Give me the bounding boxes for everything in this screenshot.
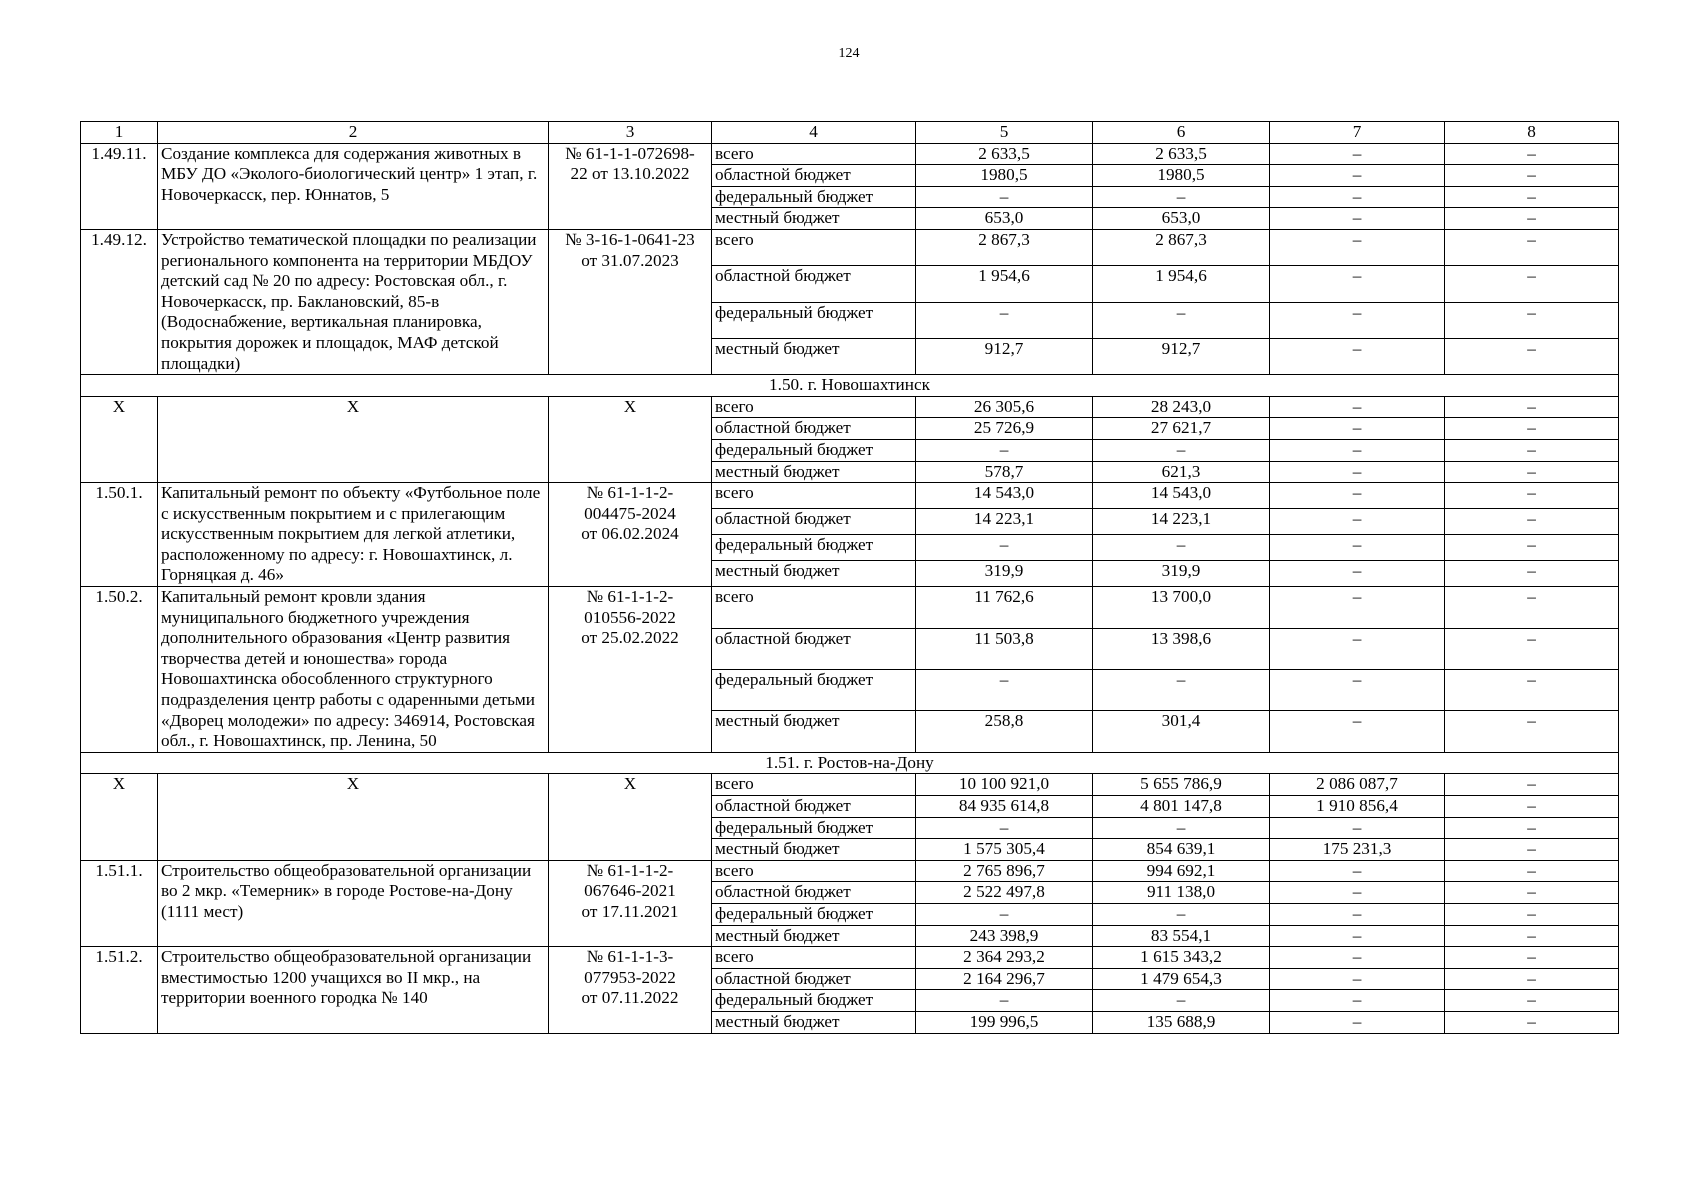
- value-col-5: –: [916, 669, 1093, 710]
- value-col-6: 1 615 343,2: [1093, 947, 1270, 969]
- value-col-5: 1 954,6: [916, 266, 1093, 302]
- value-col-7: –: [1270, 669, 1445, 710]
- value-col-8: –: [1445, 628, 1619, 669]
- item-number: 1.51.2.: [81, 947, 158, 1033]
- item-number: X: [81, 774, 158, 860]
- value-col-7: –: [1270, 165, 1445, 187]
- item-description: Строительство общеобразовательной организации во 2 мкр. «Темерник» в городе Ростове-на-Дону (1111 мест): [158, 860, 549, 946]
- value-col-7: –: [1270, 561, 1445, 587]
- table-row: [81, 229, 1619, 265]
- document-number: [549, 587, 712, 753]
- value-col-5: 258,8: [916, 711, 1093, 752]
- value-col-7: –: [1270, 143, 1445, 165]
- value-col-7: –: [1270, 439, 1445, 461]
- budget-type: областной бюджет: [712, 882, 916, 904]
- value-col-7: –: [1270, 418, 1445, 440]
- value-col-8: –: [1445, 266, 1619, 302]
- value-col-7: –: [1270, 968, 1445, 990]
- item-number: 1.50.2.: [81, 587, 158, 753]
- value-col-7: –: [1270, 860, 1445, 882]
- value-col-7: –: [1270, 302, 1445, 338]
- section-row: [81, 752, 1619, 774]
- value-col-7: –: [1270, 229, 1445, 265]
- value-col-5: 653,0: [916, 208, 1093, 230]
- value-col-5: –: [916, 990, 1093, 1012]
- budget-type: местный бюджет: [712, 1011, 916, 1033]
- budget-type: местный бюджет: [712, 711, 916, 752]
- value-col-8: –: [1445, 774, 1619, 796]
- table-row: [81, 774, 1619, 796]
- budget-type: областной бюджет: [712, 509, 916, 535]
- value-col-8: –: [1445, 338, 1619, 374]
- value-col-6: 14 543,0: [1093, 483, 1270, 509]
- document-line: 010556-2022: [584, 607, 676, 627]
- value-col-7: –: [1270, 990, 1445, 1012]
- value-col-6: –: [1093, 990, 1270, 1012]
- budget-type: федеральный бюджет: [712, 903, 916, 925]
- value-col-5: –: [916, 302, 1093, 338]
- budget-type: местный бюджет: [712, 338, 916, 374]
- value-col-6: 4 801 147,8: [1093, 796, 1270, 818]
- section-title: 1.51. г. Ростов-на-Дону: [81, 752, 1619, 774]
- document-line: 077953-2022: [584, 967, 676, 987]
- value-col-7: –: [1270, 396, 1445, 418]
- section-title: 1.50. г. Новошахтинск: [81, 375, 1619, 397]
- value-col-8: –: [1445, 186, 1619, 208]
- budget-type: местный бюджет: [712, 461, 916, 483]
- value-col-8: –: [1445, 817, 1619, 839]
- value-col-6: 83 554,1: [1093, 925, 1270, 947]
- value-col-6: 1 954,6: [1093, 266, 1270, 302]
- value-col-7: –: [1270, 925, 1445, 947]
- value-col-8: –: [1445, 882, 1619, 904]
- document-line: от 31.07.2023: [581, 250, 679, 270]
- budget-type: федеральный бюджет: [712, 817, 916, 839]
- column-header-4: 4: [712, 122, 916, 144]
- value-col-6: 1980,5: [1093, 165, 1270, 187]
- value-col-6: 13 700,0: [1093, 587, 1270, 628]
- value-col-6: 319,9: [1093, 561, 1270, 587]
- budget-type: федеральный бюджет: [712, 990, 916, 1012]
- value-col-5: –: [916, 439, 1093, 461]
- value-col-7: –: [1270, 483, 1445, 509]
- item-number: 1.49.11.: [81, 143, 158, 229]
- value-col-6: –: [1093, 535, 1270, 561]
- budget-type: областной бюджет: [712, 796, 916, 818]
- column-header-5: 5: [916, 122, 1093, 144]
- value-col-5: 14 543,0: [916, 483, 1093, 509]
- document-line: 004475-2024: [584, 503, 676, 523]
- value-col-7: –: [1270, 903, 1445, 925]
- table-row: [81, 396, 1619, 418]
- value-col-7: –: [1270, 1011, 1445, 1033]
- item-description: Капитальный ремонт кровли здания муниципального бюджетного учреждения дополнительного образования «Центр развития творчества детей и юношества» города Новошахтинска обособленного структурного подразделения центр работы с одаренными детьми «Дворец молодежи» по адресу: 346914, Ростовская обл., г. Новошахтинск, пр. Ленина, 50: [158, 587, 549, 753]
- value-col-7: 2 086 087,7: [1270, 774, 1445, 796]
- value-col-8: –: [1445, 587, 1619, 628]
- value-col-8: –: [1445, 535, 1619, 561]
- value-col-5: 14 223,1: [916, 509, 1093, 535]
- column-header-7: 7: [1270, 122, 1445, 144]
- value-col-6: 621,3: [1093, 461, 1270, 483]
- value-col-7: –: [1270, 186, 1445, 208]
- value-col-8: –: [1445, 711, 1619, 752]
- value-col-7: –: [1270, 509, 1445, 535]
- value-col-8: –: [1445, 860, 1619, 882]
- value-col-6: 13 398,6: [1093, 628, 1270, 669]
- budget-type: местный бюджет: [712, 208, 916, 230]
- value-col-6: –: [1093, 439, 1270, 461]
- value-col-7: –: [1270, 628, 1445, 669]
- budget-type: областной бюджет: [712, 628, 916, 669]
- section-row: [81, 375, 1619, 397]
- column-header-3: 3: [549, 122, 712, 144]
- value-col-6: 301,4: [1093, 711, 1270, 752]
- document-line: № 3-16-1-0641-23: [565, 229, 695, 249]
- value-col-6: 5 655 786,9: [1093, 774, 1270, 796]
- value-col-6: 27 621,7: [1093, 418, 1270, 440]
- value-col-5: 243 398,9: [916, 925, 1093, 947]
- value-col-8: –: [1445, 418, 1619, 440]
- value-col-6: –: [1093, 186, 1270, 208]
- value-col-6: 135 688,9: [1093, 1011, 1270, 1033]
- value-col-7: –: [1270, 461, 1445, 483]
- item-description: X: [158, 396, 549, 482]
- value-col-8: –: [1445, 461, 1619, 483]
- value-col-7: –: [1270, 947, 1445, 969]
- document-number: [549, 143, 712, 229]
- header-row: [81, 122, 1619, 144]
- value-col-5: –: [916, 817, 1093, 839]
- value-col-8: –: [1445, 669, 1619, 710]
- column-header-2: 2: [158, 122, 549, 144]
- document-line: от 06.02.2024: [581, 524, 679, 544]
- document-line: № 61-1-1-2-: [586, 587, 674, 607]
- budget-type: всего: [712, 396, 916, 418]
- document-line: № 61-1-1-072698-: [565, 143, 695, 163]
- budget-type: всего: [712, 947, 916, 969]
- budget-type: федеральный бюджет: [712, 186, 916, 208]
- value-col-6: –: [1093, 903, 1270, 925]
- budget-type: всего: [712, 483, 916, 509]
- budget-type: всего: [712, 587, 916, 628]
- budget-type: всего: [712, 143, 916, 165]
- item-description: Создание комплекса для содержания животных в МБУ ДО «Эколого-биологический центр» 1 этап, г. Новочеркасск, пер. Юннатов, 5: [158, 143, 549, 229]
- column-header-8: 8: [1445, 122, 1619, 144]
- value-col-6: –: [1093, 302, 1270, 338]
- value-col-5: 2 364 293,2: [916, 947, 1093, 969]
- value-col-5: 319,9: [916, 561, 1093, 587]
- table-row: [81, 860, 1619, 882]
- item-description: Строительство общеобразовательной организации вместимостью 1200 учащихся во II мкр., на территории военного городка № 140: [158, 947, 549, 1033]
- value-col-5: 578,7: [916, 461, 1093, 483]
- value-col-7: 1 910 856,4: [1270, 796, 1445, 818]
- value-col-7: –: [1270, 711, 1445, 752]
- value-col-5: 11 503,8: [916, 628, 1093, 669]
- value-col-6: 14 223,1: [1093, 509, 1270, 535]
- document-line: 22 от 13.10.2022: [570, 164, 690, 184]
- item-number: 1.50.1.: [81, 483, 158, 587]
- document-line: № 61-1-1-2-: [586, 483, 674, 503]
- budget-type: областной бюджет: [712, 418, 916, 440]
- value-col-6: –: [1093, 669, 1270, 710]
- value-col-7: –: [1270, 208, 1445, 230]
- document-line: от 25.02.2022: [581, 628, 679, 648]
- table-row: [81, 143, 1619, 165]
- table-body: [81, 122, 1619, 1034]
- value-col-5: 25 726,9: [916, 418, 1093, 440]
- value-col-7: –: [1270, 587, 1445, 628]
- value-col-8: –: [1445, 947, 1619, 969]
- value-col-8: –: [1445, 165, 1619, 187]
- value-col-6: 28 243,0: [1093, 396, 1270, 418]
- value-col-7: –: [1270, 338, 1445, 374]
- value-col-8: –: [1445, 796, 1619, 818]
- value-col-6: 994 692,1: [1093, 860, 1270, 882]
- item-number: 1.49.12.: [81, 229, 158, 374]
- value-col-5: 2 867,3: [916, 229, 1093, 265]
- value-col-5: 1980,5: [916, 165, 1093, 187]
- value-col-6: 1 479 654,3: [1093, 968, 1270, 990]
- document-line: X: [623, 774, 637, 794]
- value-col-7: –: [1270, 817, 1445, 839]
- column-header-6: 6: [1093, 122, 1270, 144]
- value-col-5: 2 164 296,7: [916, 968, 1093, 990]
- budget-type: всего: [712, 229, 916, 265]
- value-col-8: –: [1445, 509, 1619, 535]
- value-col-5: 2 522 497,8: [916, 882, 1093, 904]
- value-col-6: 2 867,3: [1093, 229, 1270, 265]
- table-row: [81, 947, 1619, 969]
- item-description: Устройство тематической площадки по реализации регионального компонента на территории МБДОУ детский сад № 20 по адресу: Ростовская обл., г. Новочеркасск, пр. Баклановский, 85-в (Водоснабжение, вертикальная планировка, покрытия дорожек и площадок, МАФ детской площадки): [158, 229, 549, 374]
- budget-type: областной бюджет: [712, 266, 916, 302]
- document-line: от 17.11.2021: [581, 901, 679, 921]
- value-col-8: –: [1445, 208, 1619, 230]
- budget-type: федеральный бюджет: [712, 669, 916, 710]
- document-number: [549, 483, 712, 587]
- document-line: X: [623, 396, 637, 416]
- item-description: Капитальный ремонт по объекту «Футбольное поле с искусственным покрытием и с прилегающим искусственным покрытием для легкой атлетики, расположенному по адресу: г. Новошахтинск, л. Горняцкая д. 46»: [158, 483, 549, 587]
- item-number: X: [81, 396, 158, 482]
- value-col-6: 912,7: [1093, 338, 1270, 374]
- value-col-5: 26 305,6: [916, 396, 1093, 418]
- value-col-8: –: [1445, 839, 1619, 861]
- column-header-1: 1: [81, 122, 158, 144]
- budget-type: местный бюджет: [712, 839, 916, 861]
- document-line: № 61-1-1-3-: [586, 947, 674, 967]
- budget-type: всего: [712, 774, 916, 796]
- value-col-5: 84 935 614,8: [916, 796, 1093, 818]
- budget-type: федеральный бюджет: [712, 439, 916, 461]
- value-col-8: –: [1445, 925, 1619, 947]
- value-col-5: 10 100 921,0: [916, 774, 1093, 796]
- document-number: [549, 947, 712, 1033]
- value-col-8: –: [1445, 439, 1619, 461]
- budget-type: местный бюджет: [712, 561, 916, 587]
- value-col-8: –: [1445, 483, 1619, 509]
- table-row: [81, 587, 1619, 628]
- value-col-7: –: [1270, 266, 1445, 302]
- value-col-6: 653,0: [1093, 208, 1270, 230]
- item-description: X: [158, 774, 549, 860]
- budget-type: федеральный бюджет: [712, 302, 916, 338]
- value-col-8: –: [1445, 990, 1619, 1012]
- document-number: [549, 396, 712, 482]
- document-number: [549, 229, 712, 374]
- budget-type: областной бюджет: [712, 165, 916, 187]
- budget-type: всего: [712, 860, 916, 882]
- value-col-5: 912,7: [916, 338, 1093, 374]
- table-row: [81, 483, 1619, 509]
- page-number: 124: [838, 46, 860, 61]
- value-col-6: –: [1093, 817, 1270, 839]
- document-line: № 61-1-1-2-: [586, 860, 674, 880]
- value-col-8: –: [1445, 561, 1619, 587]
- value-col-5: 2 765 896,7: [916, 860, 1093, 882]
- value-col-7: –: [1270, 882, 1445, 904]
- value-col-6: 911 138,0: [1093, 882, 1270, 904]
- budget-type: местный бюджет: [712, 925, 916, 947]
- value-col-5: 1 575 305,4: [916, 839, 1093, 861]
- value-col-6: 2 633,5: [1093, 143, 1270, 165]
- item-number: 1.51.1.: [81, 860, 158, 946]
- document-line: 067646-2021: [584, 881, 676, 901]
- value-col-5: 11 762,6: [916, 587, 1093, 628]
- budget-type: федеральный бюджет: [712, 535, 916, 561]
- value-col-5: 199 996,5: [916, 1011, 1093, 1033]
- value-col-5: –: [916, 535, 1093, 561]
- value-col-7: –: [1270, 535, 1445, 561]
- value-col-8: –: [1445, 143, 1619, 165]
- value-col-5: 2 633,5: [916, 143, 1093, 165]
- document-number: [549, 774, 712, 860]
- value-col-6: 854 639,1: [1093, 839, 1270, 861]
- value-col-5: –: [916, 903, 1093, 925]
- value-col-8: –: [1445, 1011, 1619, 1033]
- budget-type: областной бюджет: [712, 968, 916, 990]
- value-col-5: –: [916, 186, 1093, 208]
- value-col-8: –: [1445, 968, 1619, 990]
- document-line: от 07.11.2022: [581, 988, 679, 1008]
- value-col-8: –: [1445, 903, 1619, 925]
- value-col-8: –: [1445, 302, 1619, 338]
- value-col-8: –: [1445, 396, 1619, 418]
- document-number: [549, 860, 712, 946]
- value-col-7: 175 231,3: [1270, 839, 1445, 861]
- value-col-8: –: [1445, 229, 1619, 265]
- budget-table: [80, 121, 1619, 1034]
